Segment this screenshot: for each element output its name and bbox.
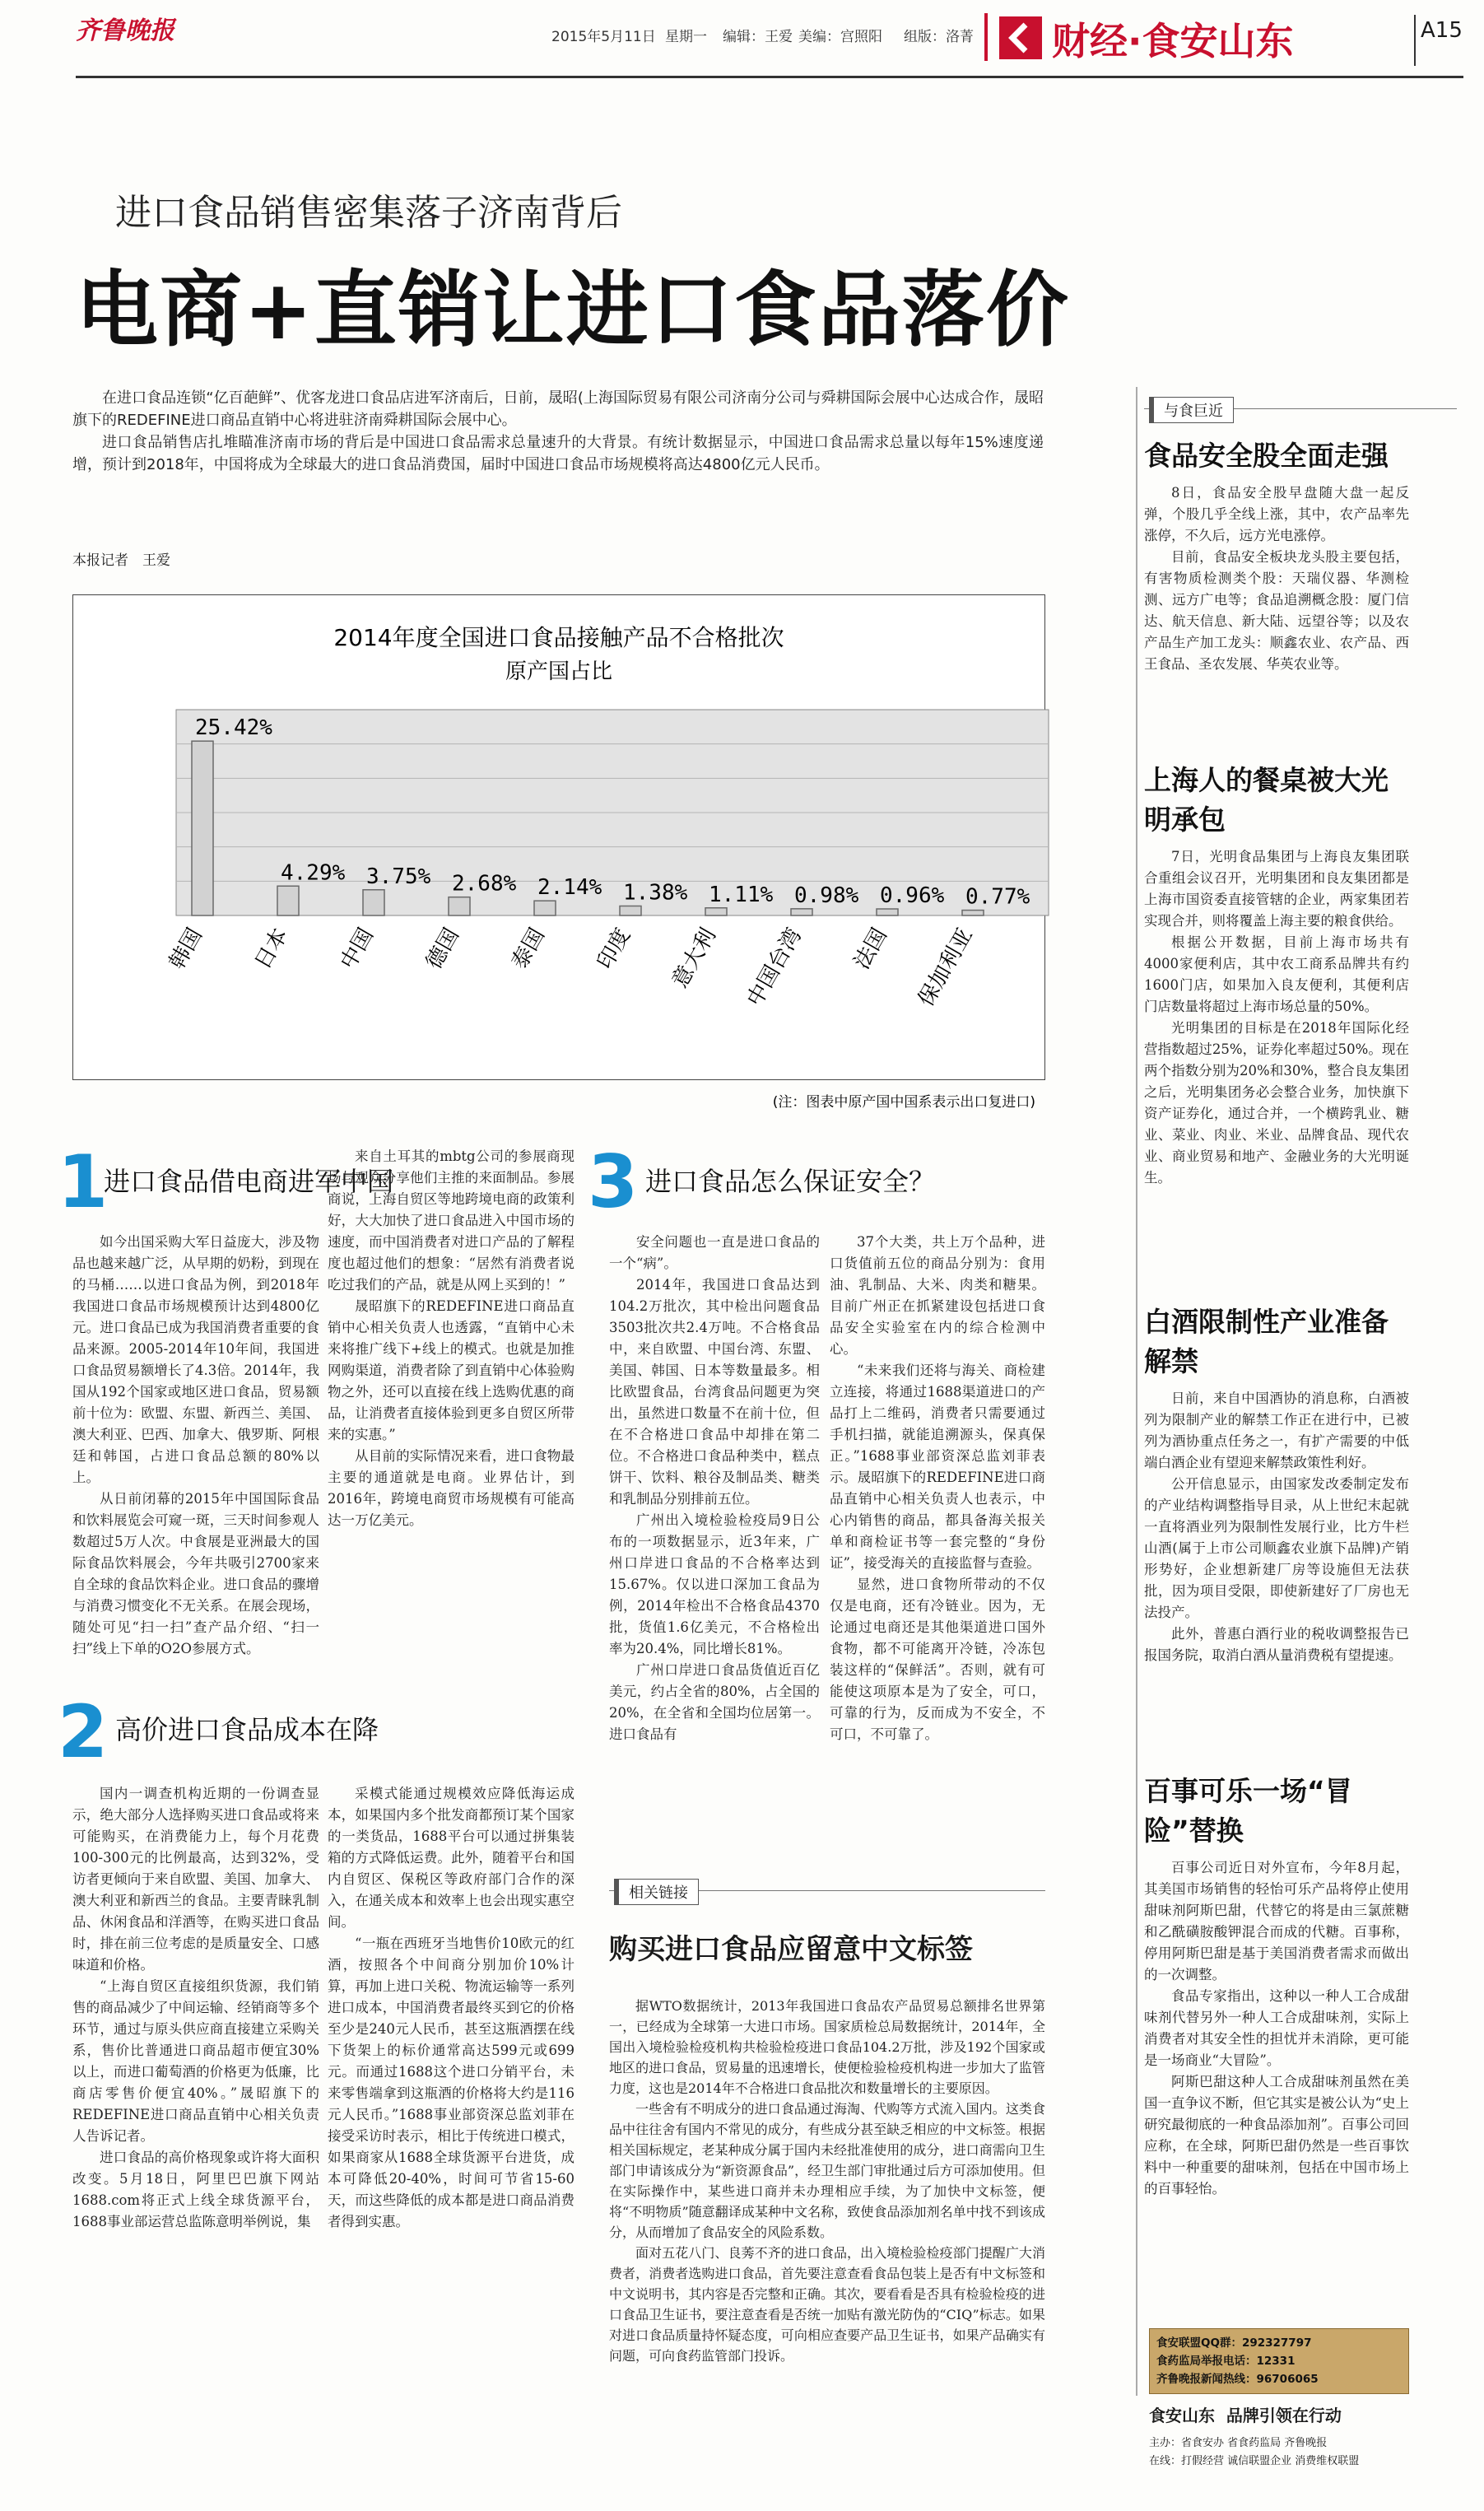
section-title-3: 进口食品怎么保证安全？ xyxy=(645,1166,936,1197)
sidebar-item-title: 上海人的餐桌被大光明承包 xyxy=(1144,764,1389,836)
paragraph: 从目前的实际情况来看，进口食物最主要的通道就是电商。业界估计，到2016年，跨境电商贸市场规模有可能高达一万亿美元。 xyxy=(328,1448,575,1528)
paragraph: 广州出入境检验检疫局9日公布的一项数据显示，近3年来，广州口岸进口食品的不合格率达到15.67%。仅以进口深加工食品为例，2014年检出不合格食品4370批，货值1.6亿美元，不合格检出率为20.4%，同比增长81%。 xyxy=(609,1512,820,1656)
sidebar-tag: 与食巨近 xyxy=(1149,397,1234,423)
data-label: 4.29% xyxy=(281,860,346,886)
section-emblem xyxy=(999,16,1042,59)
sidebar-item-body xyxy=(1144,1857,1409,2200)
ad-org: 在线：打假经营 诚信联盟企业 消费维权联盟 xyxy=(1149,2455,1360,2467)
section-title-1: 进口食品借电商进军中国 xyxy=(104,1166,394,1197)
sec1-column-1 xyxy=(72,1232,319,1660)
page-number: A15 xyxy=(1421,18,1463,43)
sidebar-item-body xyxy=(1144,482,1409,675)
ad-line-2: 食药监局举报电话：12331 xyxy=(1156,2355,1296,2368)
data-label: 0.96% xyxy=(880,883,945,908)
paragraph: 进口食品的高价格现象或许将大面积改变。5月18日，阿里巴巴旗下网站1688.com将正式上线全球货源平台，1688事业部运营总监陈意明举例说，集 xyxy=(72,2150,319,2229)
editor-credit: 编辑：王爱 xyxy=(723,29,793,45)
lead-paragraph-1: 在进口食品连锁“亿百葩鲜”、优客龙进口食品店进军济南后，日前，晟昭(上海国际贸易有限公司济南分公司与舜耕国际会展中心达成合作，晟昭旗下的REDEFINE进口商品直销中心将进驻济南舜耕国际会展中心。 xyxy=(72,389,1044,429)
sidebar-item-1 xyxy=(1144,436,1409,675)
related-tag: 相关链接 xyxy=(614,1879,699,1905)
paragraph: “上海自贸区直接组织货源，我们销售的商品减少了中间运输、经销商等多个环节，通过与原头供应商直接建立采购关系，售价比普通进口商品超市便宜30%以上，而进口葡萄酒的价格更为低廉，比商店零售价便宜40%。”晟昭旗下的REDEFINE进口商品直销中心相关负责人告诉记者。 xyxy=(72,1978,319,2144)
sec2-column-2 xyxy=(328,1783,575,2233)
chart-note: (注：图表中原产国中国系表示出口复进口) xyxy=(772,1094,1035,1111)
bar xyxy=(620,906,641,916)
paragraph: “一瓶在西班牙当地售价10欧元的红酒，按照各个中间商分别加价10%计算，再加上进口关税、物流运输等一系列进口成本，中国消费者最终买到它的价格至少是240元人民币，甚至这瓶酒摆在线下货架上的标价通常高达599元或699元。而通过1688这个进口分销平台，未来零售端拿到这瓶酒的价格将大约是116元人民币。”1688事业部资深总监刘菲在接受采访时表示，相比于传统进口模式，如果商家从1688全球货源平台进货，成本可降低20-40%，时间可节省15-60天，而这些降低的成本都是进口商品消费者得到实惠。 xyxy=(328,1936,575,2229)
chevron-left-icon xyxy=(999,16,1042,59)
bar xyxy=(877,909,898,915)
sidebar-item-3 xyxy=(1144,1302,1409,1666)
category-label: 中国台湾 xyxy=(742,924,807,1011)
chart-subtitle: 原产国占比 xyxy=(505,659,613,684)
section-number-2: 2 xyxy=(58,1689,109,1774)
section-title: 财经·食安山东 xyxy=(1052,19,1294,63)
chart-title: 2014年度全国进口食品接触产品不合格批次 xyxy=(333,624,784,651)
ad-slogan: 食安山东 品牌引领在行动 xyxy=(1149,2406,1342,2425)
category-label: 日本 xyxy=(250,924,294,974)
sec3-column-1 xyxy=(609,1232,820,1745)
category-label: 泰国 xyxy=(507,924,551,974)
headline-kicker: 进口食品销售密集落子济南背后 xyxy=(115,192,622,234)
paragraph: 一些舍有不明成分的进口食品通过海淘、代购等方式流入国内。这类食品中往往舍有国内不常见的成分，有些成分甚至缺乏相应的中文标签。根据相关国标规定，老某种成分属于国内未经批准使用的成分，进口商需向卫生部门申请该成分为“新资源食品”，经卫生部门审批通过后方可添加使用。但在实际操作中，某些进口商并未办理相应手续，为了加快中文标签，便将“不明物质”随意翻译成某种中文名称，致使食品添加剂名单中找不到该成分，从而增加了食品安全的风险系数。 xyxy=(609,2101,1045,2240)
page-number-divider xyxy=(1414,15,1416,66)
sidebar-divider xyxy=(1136,387,1137,2396)
paragraph: 从日前闭幕的2015年中国国际食品和饮料展览会可窥一斑，三天时间参观人数超过5万人次。中食展是亚洲最大的国际食品饮料展会，今年共吸引2700家来自全球的食品饮料企业。进口食品的骤增与消费习惯变化不无关系。在展会现场，随处可见“扫一扫”查产品介绍、“扫一扫”线上下单的O2O参展方式。 xyxy=(72,1491,319,1656)
paragraph: 8日，食品安全股早盘随大盘一起反弹，个股几乎全线上涨，其中，农产品率先涨停，不久后，远方光电涨停。 xyxy=(1144,485,1409,543)
lead-paragraph-2: 进口食品销售店扎堆瞄准济南市场的背后是中国进口食品需求总量速升的大背景。有统计数据显示，中国进口食品需求总量以每年15%速度递增，预计到2018年，中国将成为全球最大的进口食品消费国，届时中国进口食品市场规模将高达4800亿元人民币。 xyxy=(72,434,1044,473)
paragraph: 日前，来自中国酒协的消息称，白酒被列为限制产业的解禁工作正在进行中，已被列为酒协重点任务之一，有扩产需要的中低端白酒企业有望迎来解禁政策性利好。 xyxy=(1144,1391,1409,1470)
bar-chart xyxy=(72,594,1045,1111)
bar xyxy=(705,908,727,915)
section-divider xyxy=(984,13,988,61)
paragraph: 广州口岸进口食品货值近百亿美元，约占全省的80%，占全国的20%，在全省和全国均位居第一。进口食品有 xyxy=(609,1662,820,1742)
paragraph: 根据公开数据，目前上海市场共有4000家便利店，其中农工商系品牌共有约1600门店，如果加入良友便利，其便利店门店数量将超过上海市场总量的50%。 xyxy=(1144,934,1409,1014)
masthead-rule xyxy=(76,76,1463,78)
paragraph: 据WTO数据统计，2013年我国进口食品农产品贸易总额排名世界第一，已经成为全球第一大进口市场。国家质检总局数据统计，2014年，全国出入境检验检疫机构共检验检疫进口食品104.2万批，涉及192个国家或地区的进口食品，贸易量的迅速增长，使便检验检疫机构进一步加大了监管力度，这也是2014年不合格进口食品批次和数量增长的主要原因。 xyxy=(609,1998,1045,2096)
category-label: 法国 xyxy=(849,924,893,974)
sec1-column-2 xyxy=(328,1146,575,1531)
issue-weekday: 星期一 xyxy=(665,29,707,45)
category-label: 韩国 xyxy=(165,924,208,974)
paragraph: 37个大类，共上万个品种，进口货值前五位的商品分别为：食用油、乳制品、大米、肉类和糖果。目前广州正在抓紧建设包括进口食品安全实验室在内的综合检测中心。 xyxy=(830,1234,1045,1357)
category-label: 印度 xyxy=(593,924,636,974)
category-label: 保加利亚 xyxy=(914,924,979,1011)
paragraph: 2014年，我国进口食品达到104.2万批次，其中检出问题食品3503批次共2.4万吨。不合格食品中，来自欧盟、中国台湾、东盟、美国、韩国、日本等数量最多。相比欧盟食品，台湾食品问题更为突出，虽然进口数量不在前十位，但在不合格进口食品中却排在第二位。不合格进口食品种类中，糕点饼干、饮料、粮谷及制品类、糖类和乳制品分别排前五位。 xyxy=(609,1277,820,1507)
data-label: 1.11% xyxy=(709,882,774,907)
sidebar-item-title: 百事可乐一场“冒险”替换 xyxy=(1144,1775,1352,1847)
paragraph: 如今出国采购大军日益庞大，涉及物品也越来越广泛，从早期的奶粉，到现在的马桶……以进口食品为例，到2018年我国进口食品市场规模预计达到4800亿元。进口食品已成为我国消费者重要的食品来源。2005-2014年10年间，我国进口食品贸易额增长了4.3倍。2014年，我国从192个国家或地区进口食品，贸易额前十位为：欧盟、东盟、新西兰、美国、澳大利亚、巴西、加拿大、俄罗斯、阿根廷和韩国，占进口食品总额的80%以上。 xyxy=(72,1234,319,1485)
paragraph: 采模式能通过规模效应降低海运成本，如果国内多个批发商都预订某个国家的一类货品，1688平台可以通过拼集装箱的方式降低运费。此外，随着平台和国内自贸区、保税区等政府部门合作的深入，在通关成本和效率上也会出现实惠空间。 xyxy=(328,1786,575,1930)
paragraph: 目前，食品安全板块龙头股主要包括，有害物质检测类个股：天瑞仪器、华测检测、远方广电等；食品追溯概念股：厦门信达、航天信息、新大陆、远望谷等；以及农产品生产加工龙头：顺鑫农业、农产品、西王食品、圣农发展、华英农业等。 xyxy=(1144,549,1409,672)
ad-line-1: 食安联盟QQ群：292327797 xyxy=(1156,2336,1312,2350)
data-label: 2.68% xyxy=(452,871,517,897)
paragraph: 百事公司近日对外宣布，今年8月起，其美国市场销售的轻怡可乐产品将停止使用甜味剂阿斯巴甜，代替它的将是由三氯蔗糖和乙酰磺胺酸钾混合而成的代糖。百事称，停用阿斯巴甜是基于美国消费者需求而做出的一次调整。 xyxy=(1144,1860,1409,1982)
category-label: 德国 xyxy=(421,924,465,974)
paragraph: 安全问题也一直是进口食品的一个“病”。 xyxy=(609,1234,820,1271)
bar xyxy=(192,741,213,915)
sec2-column-1 xyxy=(72,1783,319,2233)
category-label: 意大利 xyxy=(668,924,722,993)
bar xyxy=(791,909,812,915)
paragraph: “未来我们还将与海关、商检建立连接，将通过1688渠道进口的产品打上二维码，消费者只需要通过手机扫描，就能追溯源头，保真保正。”1688事业部资深总监刘菲表示。晟昭旗下的REDEFINE进口商品直销中心相关负责人也表示，中心内销售的商品，都具备海关报关单和商检证书等一套完整的“身份证”，接受海关的直接监督与查验。 xyxy=(830,1363,1045,1571)
art-credit: 美编：宫照阳 xyxy=(798,29,882,45)
sidebar-item-body xyxy=(1144,846,1409,1189)
paragraph: 光明集团的目标是在2018年国际化经营指数超过25%，证券化率超过50%。现在两个指数分别为20%和30%，整合良友集团之后，光明集团务必会整合业务，加快旗下资产证券化，通过合并，一个横跨乳业、糖业、菜业、肉业、米业、品牌食品、现代农业、商业贸易和地产、金融业务的大光明诞生。 xyxy=(1144,1020,1409,1186)
paragraph: 国内一调查机构近期的一份调查显示，绝大部分人选择购买进口食品或将来可能购买，在消费能力上，每个月花费100-300元的比例最高，达到32%，受访者更倾向于来自欧盟、美国、加拿大、澳大利亚和新西兰的食品。主要青睐乳制品、休闲食品和洋酒等，在购买进口食品时，排在前三位考虑的是质量安全、口感味道和价格。 xyxy=(72,1786,319,1973)
paragraph: 晟昭旗下的REDEFINE进口商品直销中心相关负责人也透露，“直销中心未来将推广线下+线上的模式。也就是加推网购渠道，消费者除了到直销中心体验购物之外，还可以直接在线上选购优惠的商品，让消费者直接体验到更多自贸区所带来的实惠。” xyxy=(328,1298,575,1442)
bar xyxy=(534,901,556,915)
section-title-2: 高价进口食品成本在降 xyxy=(115,1714,379,1745)
data-label: 1.38% xyxy=(623,880,688,906)
chart-category-labels xyxy=(165,925,978,1011)
paragraph: 面对五花八门、良莠不齐的进口食品，出入境检验检疫部门提醒广大消费者，消费者选购进口食品，首先要注意查看食品包装上是否有中文标签和中文说明书，其内容是否完整和正确。其次，要看看是否具有检验检疫的进口食品卫生证书，要注意查看是否统一加贴有激光防伪的“CIQ”标志。如果对进口食品质量持怀疑态度，可向相应查要产品卫生证书，如果产品确实有问题，可向食药监管部门投诉。 xyxy=(609,2245,1045,2364)
related-title: 购买进口食品应留意中文标签 xyxy=(609,1933,973,1966)
bar xyxy=(363,890,384,915)
bar xyxy=(449,897,470,915)
paragraph: 来自土耳其的mbtg公司的参展商现场与观众分享他们主推的来面制品。参展商说，上海自贸区等地跨境电商的政策利好，大大加快了进口食品进入中国市场的速度，而中国消费者对进口产品的了解程度也超过他们的想象：“居然有消费者说吃过我们的产品，就是从网上买到的！” xyxy=(328,1148,575,1293)
headline-main: 电商+直销让进口食品落价 xyxy=(76,262,1070,358)
bar xyxy=(277,886,299,915)
sidebar-item-title: 白酒限制性产业准备解禁 xyxy=(1144,1306,1389,1377)
data-label: 25.42% xyxy=(195,715,272,741)
data-label: 3.75% xyxy=(366,864,431,889)
data-label: 0.98% xyxy=(794,883,859,908)
bar xyxy=(962,911,984,915)
data-label: 0.77% xyxy=(965,884,1030,910)
paragraph: 显然，进口食物所带动的不仅仅是电商，还有冷链业。因为，无论通过电商还是其他渠道进口国外食物，都不可能离开冷链，冷冻包装这样的“保鲜活”。否则，就有可能使这项原本是为了安全，可口，可靠的行为，反而成为不安全，不可口，不可靠了。 xyxy=(830,1577,1045,1742)
newspaper-logo: 齐鲁晚报 xyxy=(76,16,174,45)
sidebar-item-title: 食品安全股全面走强 xyxy=(1144,440,1389,472)
lead-block xyxy=(72,387,1044,476)
data-label: 2.14% xyxy=(537,875,602,901)
paragraph: 7日，光明食品集团与上海良友集团联合重组会议召开，光明集团和良友集团都是上海市国资委直接管辖的企业，两家集团若实现合并，则将覆盖上海主要的粮食供给。 xyxy=(1144,849,1409,929)
ad-banner xyxy=(1149,2328,1409,2394)
proof-credit: 组版：洛菁 xyxy=(904,29,974,45)
ad-line-3: 齐鲁晚报新闻热线：96706065 xyxy=(1156,2373,1319,2386)
paragraph: 此外，普惠白酒行业的税收调整报告已报国务院，取消白酒从量消费税有望提速。 xyxy=(1144,1626,1409,1663)
sidebar-item-4 xyxy=(1144,1772,1409,2200)
section-number-1: 1 xyxy=(58,1139,109,1224)
sidebar-item-2 xyxy=(1144,761,1409,1189)
byline: 本报记者 王爱 xyxy=(72,552,170,569)
section-number-3: 3 xyxy=(588,1139,639,1224)
sec3-column-2 xyxy=(830,1232,1045,1745)
sidebar-item-body xyxy=(1144,1388,1409,1666)
paragraph: 食品专家指出，这种以一种人工合成甜味剂代替另外一种人工合成甜味剂，实际上消费者对其安全性的担忧并未消除，更可能是一场商业“大冒险”。 xyxy=(1144,1988,1409,2068)
paragraph: 阿斯巴甜这种人工合成甜味剂虽然在美国一直争议不断，但它其实是被公认为“史上研究最彻底的一种食品添加剂”。百事公司回应称，在全球，阿斯巴甜仍然是一些百事饮料中一种重要的甜味剂，包括在中国市场上的百事轻怡。 xyxy=(1144,2074,1409,2197)
ad-host: 主办：省食安办 省食药监局 齐鲁晚报 xyxy=(1149,2437,1328,2449)
paragraph: 公开信息显示，由国家发改委制定发布的产业结构调整指导目录，从上世纪末起就一直将酒业列为限制性发展行业，比方牛栏山酒(属于上市公司顺鑫农业旗下品牌)产销形势好，企业想新建厂房等设施但无法获批，因为项目受限，即使新建好了厂房也无法投产。 xyxy=(1144,1476,1409,1620)
issue-date: 2015年5月11日 xyxy=(551,29,656,45)
related-body xyxy=(609,1996,1045,2366)
category-label: 中国 xyxy=(336,924,379,974)
